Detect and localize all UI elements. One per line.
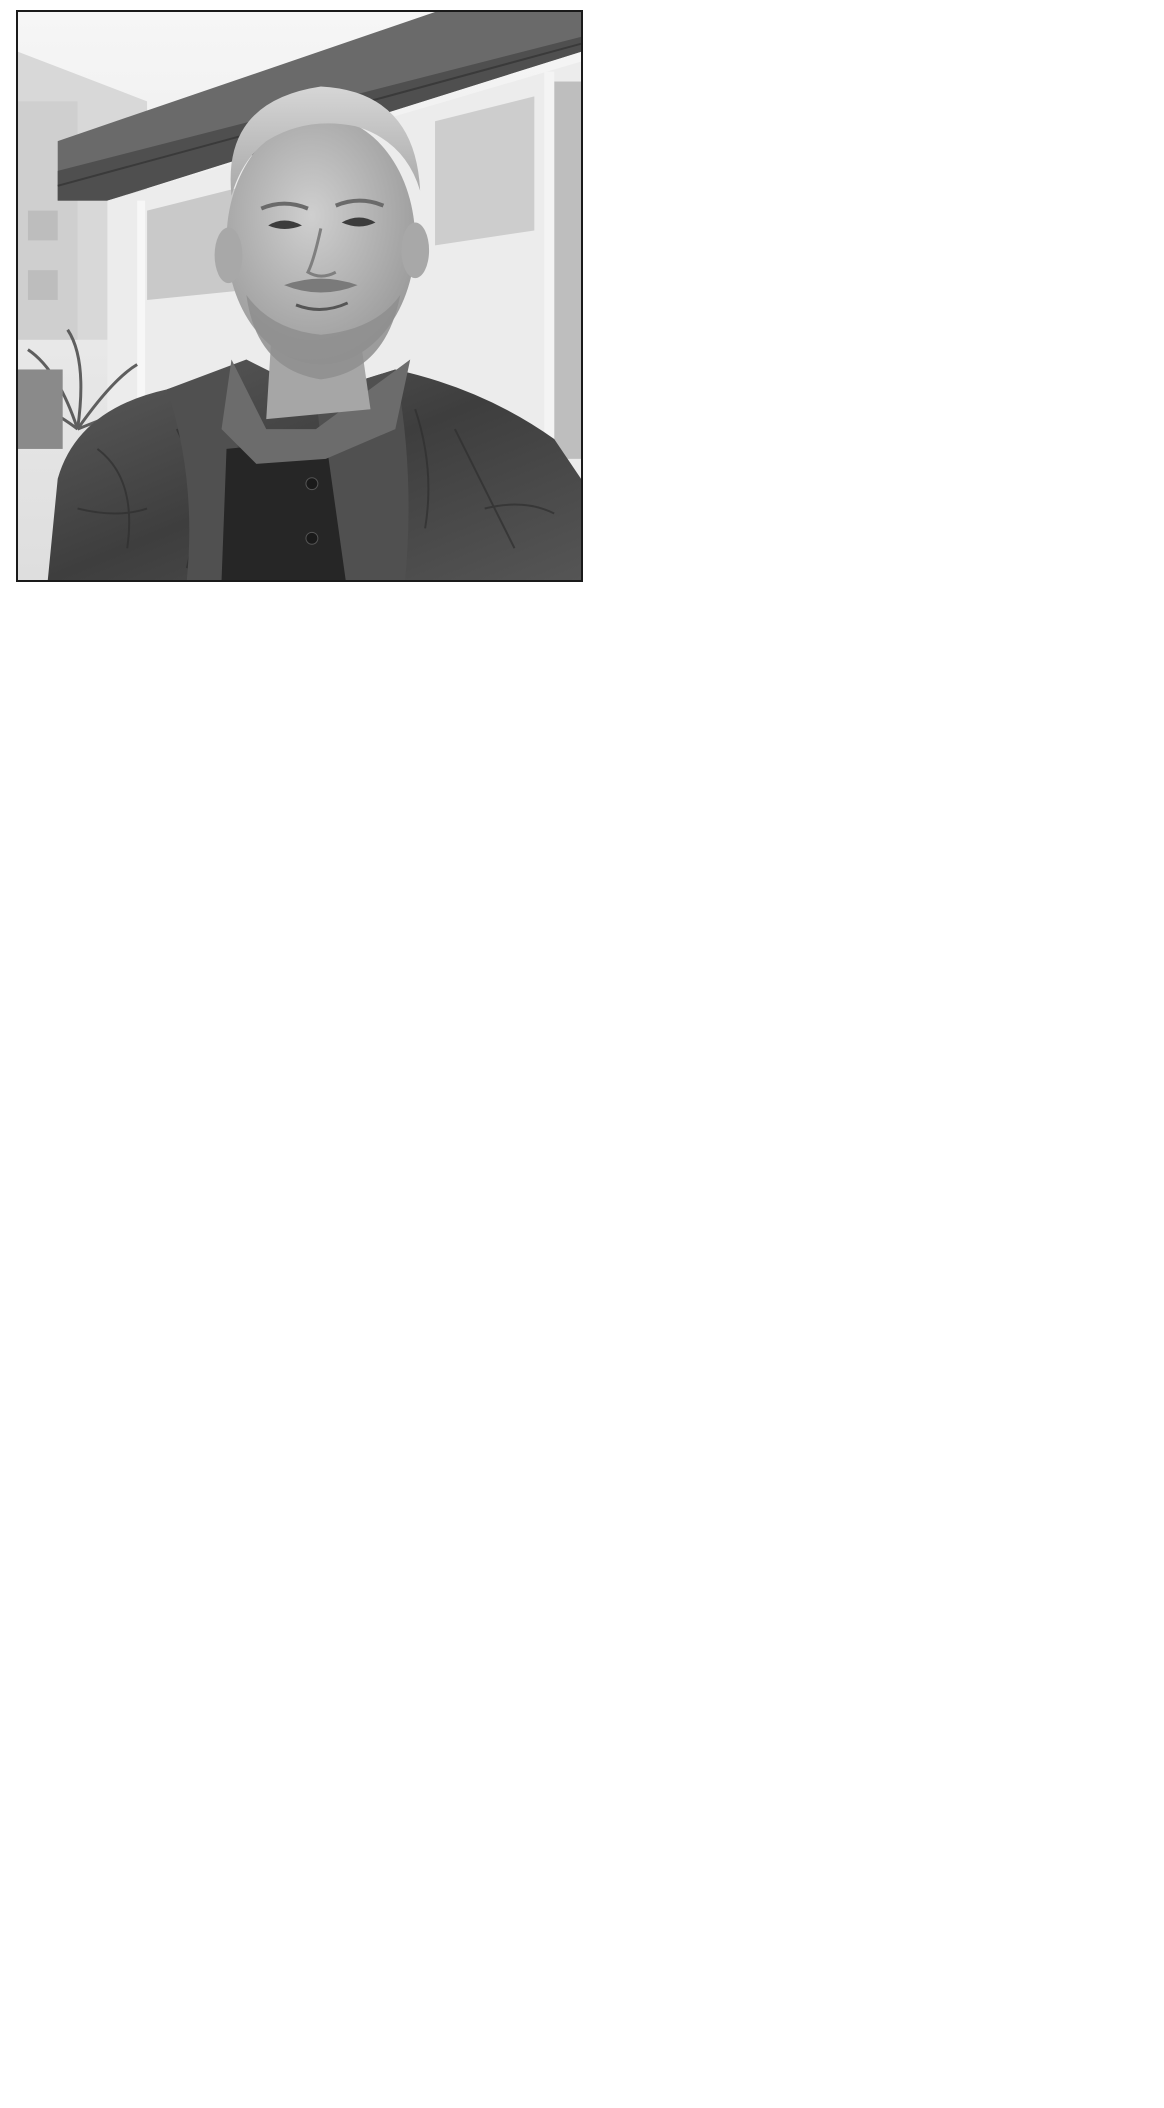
portrait-image: [18, 12, 581, 580]
shirt-button: [306, 478, 318, 490]
ear-right: [401, 223, 429, 279]
portrait-photo: [16, 10, 583, 582]
ear-left: [215, 227, 243, 283]
window-3: [554, 82, 581, 459]
shirt-button: [306, 532, 318, 544]
window-2: [435, 96, 534, 245]
